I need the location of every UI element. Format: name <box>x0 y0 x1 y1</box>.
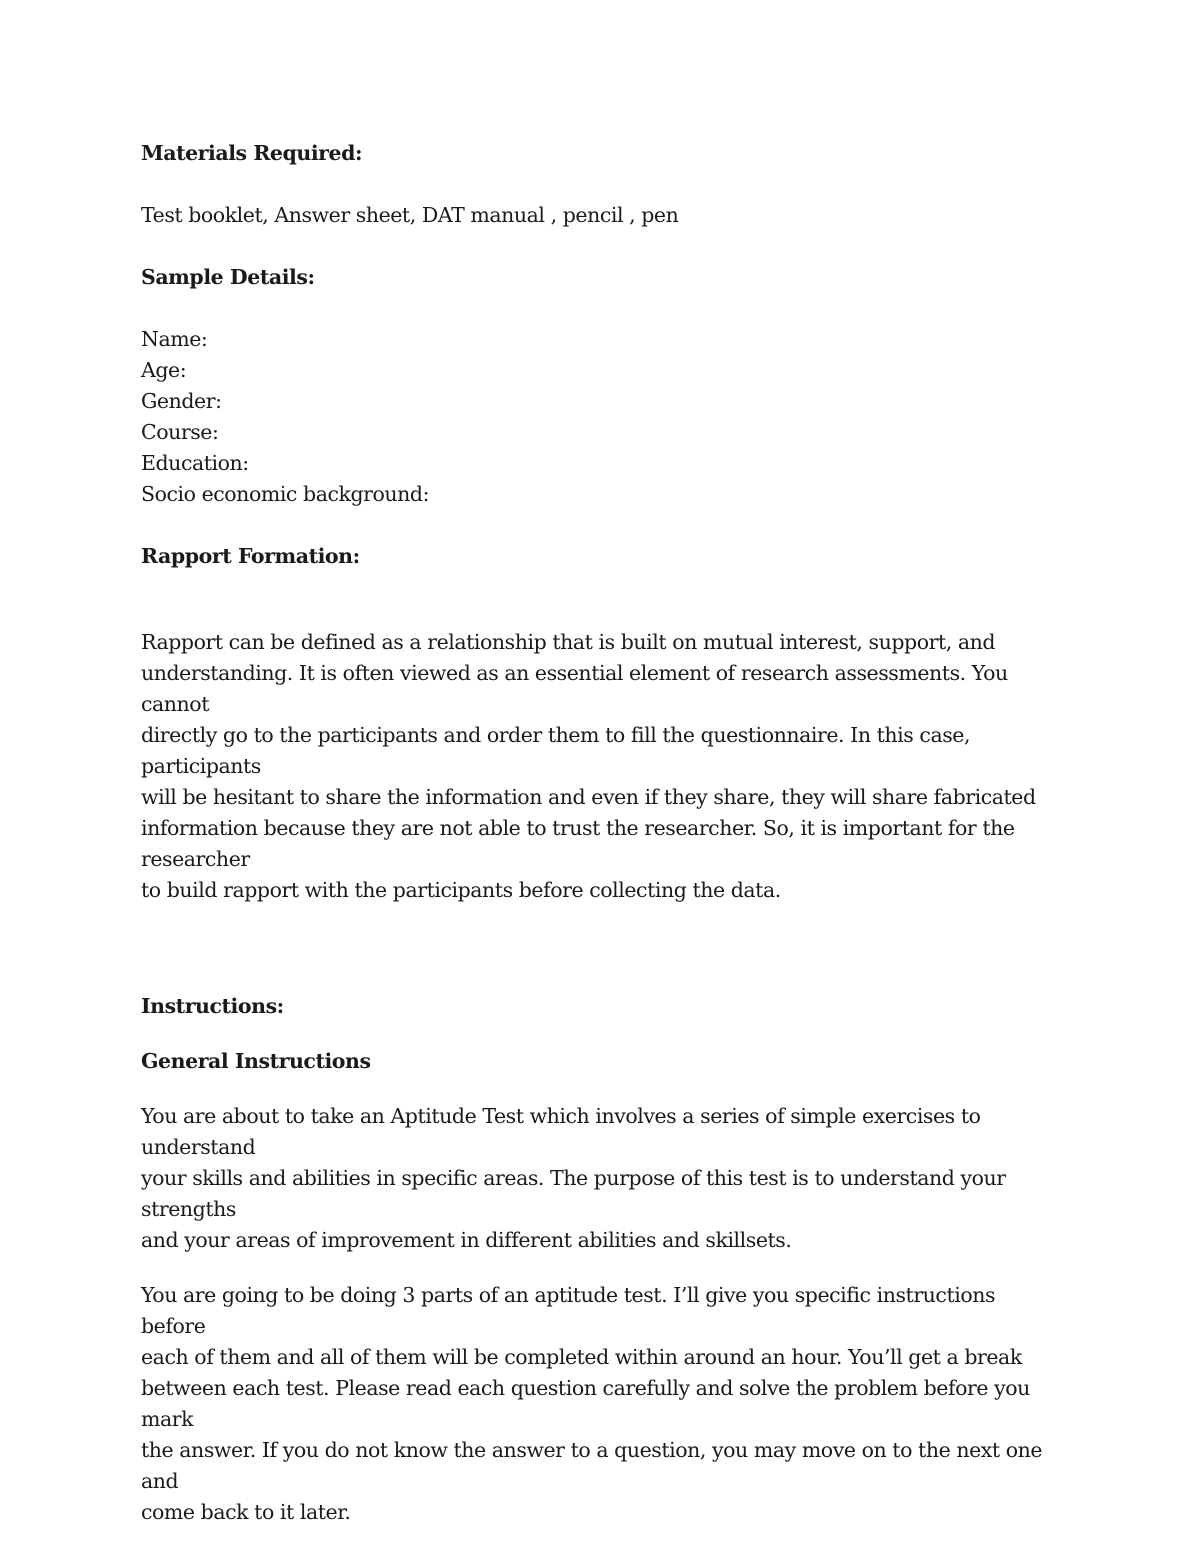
instructions-paragraph-2 <box>141 1280 1061 1528</box>
field-age: Age: <box>141 358 187 382</box>
instructions-line: your skills and abilities in specific areas. The purpose of this test is to understand your strengths <box>141 1166 1006 1221</box>
rapport-line: directly go to the participants and order them to fill the questionnaire. In this case, participants <box>141 723 971 778</box>
instructions-line: come back to it later. <box>141 1500 351 1524</box>
instructions-line: You are about to take an Aptitude Test which involves a series of simple exercises to understand <box>141 1104 981 1159</box>
field-course: Course: <box>141 420 219 444</box>
instructions-heading: Instructions: <box>141 994 284 1018</box>
field-name: Name: <box>141 327 208 351</box>
rapport-line: to build rapport with the participants before collecting the data. <box>141 878 781 902</box>
field-gender: Gender: <box>141 389 222 413</box>
document-body <box>141 138 1061 1528</box>
instructions-line: between each test. Please read each question carefully and solve the problem before you mark <box>141 1376 1030 1431</box>
rapport-line: Rapport can be defined as a relationship that is built on mutual interest, support, and <box>141 630 996 654</box>
general-instructions-heading: General Instructions <box>141 1049 371 1073</box>
instructions-paragraph-1 <box>141 1101 1061 1256</box>
materials-text: Test booklet, Answer sheet, DAT manual , pencil , pen <box>141 203 679 227</box>
rapport-line: will be hesitant to share the information and even if they share, they will share fabricated <box>141 785 1036 809</box>
rapport-line: understanding. It is often viewed as an essential element of research assessments. You cannot <box>141 661 1008 716</box>
instructions-line: each of them and all of them will be completed within around an hour. You’ll get a break <box>141 1345 1022 1369</box>
rapport-heading: Rapport Formation: <box>141 544 360 568</box>
instructions-line: You are going to be doing 3 parts of an aptitude test. I’ll give you specific instructions before <box>141 1283 996 1338</box>
rapport-paragraph <box>141 627 1061 906</box>
sample-heading: Sample Details: <box>141 265 315 289</box>
instructions-line: and your areas of improvement in different abilities and skillsets. <box>141 1228 792 1252</box>
sample-fields <box>141 324 1061 510</box>
field-socio-economic: Socio economic background: <box>141 482 430 506</box>
materials-heading: Materials Required: <box>141 141 363 165</box>
instructions-line: the answer. If you do not know the answer to a question, you may move on to the next one and <box>141 1438 1043 1493</box>
rapport-line: information because they are not able to trust the researcher. So, it is important for the researcher <box>141 816 1015 871</box>
field-education: Education: <box>141 451 249 475</box>
